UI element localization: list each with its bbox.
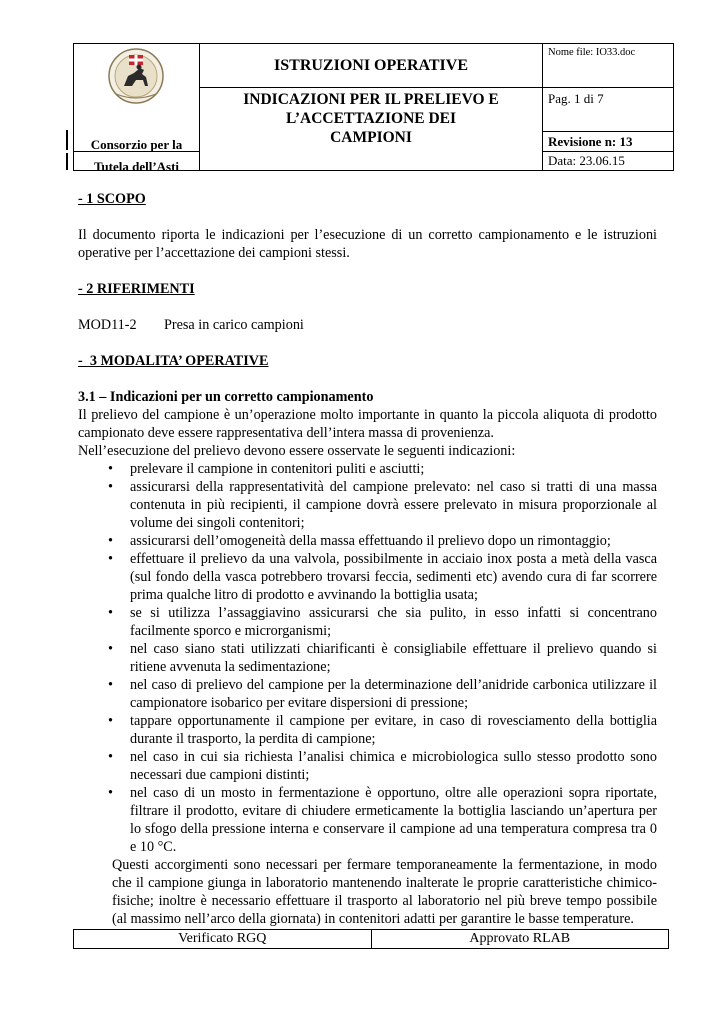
document-body	[78, 190, 657, 928]
reference-text: Presa in carico campioni	[164, 317, 304, 333]
data-revisione: Data: 23.06.15	[543, 152, 674, 171]
consorzio-line-1: Consorzio per la	[90, 137, 183, 152]
list-item: • nel caso di un mosto in fermentazione è opportuno, oltre alle operazioni sopra riportate, filtrare il prodotto, evitare di chiudere ermeticamente la bottiglia lasciando un’apertura per lo sfogo della pressione interna e conservare il campione ad una temperatura compresa tra 0 e 10 °C.	[130, 784, 657, 856]
consorzio-cell	[74, 44, 200, 174]
reference-row	[78, 316, 657, 334]
margin-bar-2	[66, 153, 68, 170]
list-item: • prelevare il campione in contenitori puliti e asciutti;	[130, 460, 657, 478]
verificato-cell: Verificato RGQ	[74, 930, 372, 949]
section-1-heading: - 1 SCOPO	[78, 191, 146, 207]
section-3-1-heading: 3.1 – Indicazioni per un corretto campionamento	[78, 389, 374, 405]
list-item: • tappare opportunamente il campione per evitare, in caso di rovesciamento della bottiglia durante il trasporto, la perdita di campione;	[130, 712, 657, 748]
list-item: • nel caso siano stati utilizzati chiarificanti è consigliabile effettuare il prelievo quando si ritiene avvenuta la sedimentazione;	[130, 640, 657, 676]
margin-bar-1	[66, 130, 68, 150]
list-item: • assicurarsi dell’omogeneità della massa effettuando il prelievo dopo un rimontaggio;	[130, 532, 657, 550]
section-2-heading: - 2 RIFERIMENTI	[78, 281, 195, 297]
revisione: Revisione n: 13	[543, 132, 674, 152]
section-1-text: Il documento riporta le indicazioni per l’esecuzione di un corretto campionamento e le istruzioni operative per l’accettazione dei campioni stessi.	[78, 227, 657, 261]
document-header	[73, 43, 674, 174]
title-indicazioni	[200, 88, 543, 171]
nome-file: Nome file: IO33.doc	[543, 44, 674, 88]
section-3-heading: - 3 MODALITA’ OPERATIVE	[78, 353, 269, 369]
section-3-1-intro: Il prelievo del campione è un’operazione molto importante in quanto la piccola aliquota di prodotto campionato deve essere rappresentativa dell’intera massa di provenienza.	[78, 407, 657, 441]
page-number: Pag. 1 di 7	[543, 88, 674, 132]
indicazioni-list	[78, 460, 657, 856]
section-3-1-lead: Nell’esecuzione del prelievo devono essere osservate le seguenti indicazioni:	[78, 443, 516, 459]
consorzio-logo	[74, 46, 199, 128]
list-item: • nel caso di prelievo del campione per la determinazione dell’anidride carbonica utilizzare il campionatore isobarico per evitare dispersioni di pressione;	[130, 676, 657, 712]
section-3-1-tail: Questi accorgimenti sono necessari per fermare temporaneamente la fermentazione, in modo che il campione giunga in laboratorio mantenendo inalterate le proprie caratteristiche chimico-fisiche; inoltre è necessario effettuare il trasporto al laboratorio nel più breve tempo possibile (al massimo nell’arco della giornata) in contenitori adatti per garantire le basse temperature.	[112, 857, 657, 927]
reference-code: MOD11-2	[78, 317, 137, 333]
list-item: • se si utilizza l’assaggiavino assicurarsi che sia pulito, in esso infatti si concentrano facilmente sporco e microrganismi;	[130, 604, 657, 640]
document-footer	[73, 929, 669, 949]
consorzio-line-2: Tutela dell’Asti	[93, 159, 180, 174]
title2-line-3: CAMPIONI	[330, 129, 412, 146]
list-item: • effettuare il prelievo da una valvola, possibilmente in acciaio inox posta a metà della vasca (sul fondo della vasca potrebbero trovarsi feccia, sedimenti etc) avendo cura di far scorrere prima qualche litro di prodotto e avvinando la bottiglia usata;	[130, 550, 657, 604]
list-item: • nel caso in cui sia richiesta l’analisi chimica e microbiologica sullo stesso prodotto sono necessari due campioni distinti;	[130, 748, 657, 784]
title-istruzioni: ISTRUZIONI OPERATIVE	[200, 44, 543, 88]
approvato-cell: Approvato RLAB	[371, 930, 669, 949]
list-item: • assicurarsi della rappresentatività del campione prelevato: nel caso si tratti di una massa contenuta in più recipienti, il campione dovrà essere prelevato in misura proporzionale al volume dei singoli contenitori;	[130, 478, 657, 532]
title2-line-1: INDICAZIONI PER IL PRELIEVO E	[243, 91, 499, 108]
title2-line-2: L’ACCETTAZIONE DEI	[285, 110, 457, 127]
consorzio-name	[74, 134, 199, 178]
